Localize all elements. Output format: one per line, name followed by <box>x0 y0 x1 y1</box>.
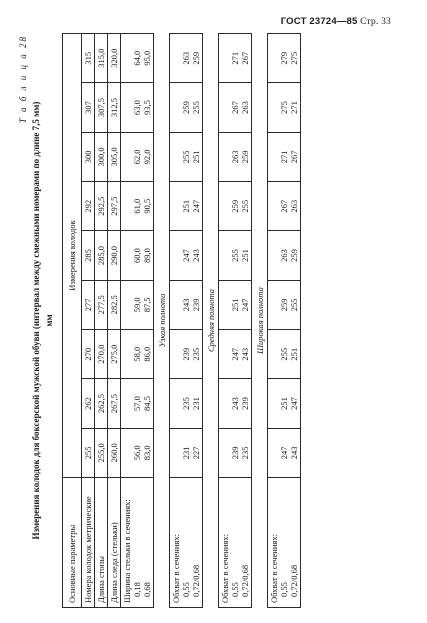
value-lower: 239 <box>239 397 250 410</box>
sizes-label-row <box>82 34 95 608</box>
value-upper: 243 <box>229 397 240 410</box>
value-cell <box>268 330 301 379</box>
value-lower: 255 <box>190 101 201 114</box>
value-lower: 255 <box>288 298 299 312</box>
section-heading: Узкая полнота <box>154 34 170 608</box>
value-cell <box>121 182 154 231</box>
value-cell <box>219 428 252 477</box>
value-lower: 251 <box>239 249 250 262</box>
value-lower: 235 <box>239 446 250 460</box>
value-lower: 267 <box>288 150 299 164</box>
section-heading-row <box>252 34 268 608</box>
value-cell: 305,0 <box>108 132 121 181</box>
value-cell: 262,5 <box>95 379 108 428</box>
section-coefficient: 0,72/0,68 <box>191 564 201 597</box>
value-cell <box>219 379 252 428</box>
value-cell <box>121 231 154 280</box>
value-upper: 275 <box>278 101 289 114</box>
value-lower: 247 <box>190 199 201 213</box>
value-cell <box>268 231 301 280</box>
foot-length-row <box>95 34 108 608</box>
value-upper: 259 <box>180 101 191 114</box>
value-lower: 89,0 <box>141 248 152 263</box>
girth-row <box>268 34 301 608</box>
title-units: мм <box>44 314 54 327</box>
row-label-text: Ширина стельки в сечениях: <box>122 499 132 603</box>
value-lower: 86,0 <box>141 346 152 362</box>
table-number: Т а б л и ц а 28 <box>18 35 28 124</box>
value-lower: 243 <box>190 249 201 262</box>
trace-length-row <box>108 34 121 608</box>
value-cell: 312,5 <box>108 83 121 132</box>
value-upper: 267 <box>229 101 240 114</box>
value-lower: 259 <box>239 150 250 164</box>
value-cell <box>268 280 301 329</box>
value-lower: 90,5 <box>141 198 152 214</box>
row-label: Длина следа (стельки) <box>108 478 121 608</box>
insole-width-row <box>121 34 154 608</box>
value-cell: 270 <box>82 330 95 379</box>
value-upper: 271 <box>278 150 289 164</box>
value-upper: 64,0 <box>131 50 142 66</box>
value-upper: 59,0 <box>131 297 142 313</box>
girth-row <box>219 34 252 608</box>
value-lower: 227 <box>190 446 201 460</box>
value-cell <box>219 34 252 83</box>
value-upper: 255 <box>278 347 289 361</box>
value-lower: 271 <box>288 101 299 114</box>
value-upper: 263 <box>180 51 191 65</box>
value-upper: 243 <box>180 298 191 312</box>
value-cell: 315 <box>82 34 95 83</box>
value-cell <box>268 182 301 231</box>
value-upper: 271 <box>229 51 240 65</box>
value-upper: 239 <box>180 347 191 361</box>
value-cell <box>170 34 203 83</box>
value-cell: 300,0 <box>95 132 108 181</box>
row-label <box>121 478 154 608</box>
value-lower: 259 <box>288 249 299 262</box>
value-lower: 247 <box>239 298 250 312</box>
value-cell <box>219 182 252 231</box>
section-heading-row <box>203 34 219 608</box>
value-cell: 320,0 <box>108 34 121 83</box>
value-cell: 277,5 <box>95 280 108 329</box>
value-cell: 277 <box>82 280 95 329</box>
section-heading: Широкая полнота <box>252 34 268 608</box>
section-coefficient: 0,55 <box>279 582 289 597</box>
value-upper: 247 <box>278 446 289 460</box>
value-cell: 267,5 <box>108 379 121 428</box>
group-header: Измерения колодок <box>63 34 82 478</box>
value-cell <box>268 83 301 132</box>
value-cell <box>219 330 252 379</box>
section-coefficient: 0,72/0,68 <box>289 564 299 597</box>
value-upper: 259 <box>229 199 240 213</box>
section-coefficient: 0,18 <box>132 582 142 597</box>
value-upper: 57,0 <box>131 396 142 411</box>
row-label: Длина стопы <box>95 478 108 608</box>
value-upper: 251 <box>229 298 240 312</box>
value-cell: 315,0 <box>95 34 108 83</box>
value-cell <box>219 280 252 329</box>
value-upper: 263 <box>278 249 289 262</box>
value-cell <box>170 132 203 181</box>
value-cell: 307,5 <box>95 83 108 132</box>
value-cell: 282,5 <box>108 280 121 329</box>
value-cell <box>268 379 301 428</box>
table-body <box>63 34 301 608</box>
measurements-table <box>62 33 301 608</box>
row-label-text: Обхват в сечениях: <box>269 534 279 603</box>
value-upper: 247 <box>229 347 240 361</box>
value-upper: 251 <box>180 199 191 213</box>
value-cell <box>121 379 154 428</box>
value-upper: 63,0 <box>131 100 142 115</box>
value-lower: 275 <box>288 51 299 65</box>
value-upper: 255 <box>180 150 191 164</box>
value-cell <box>170 428 203 477</box>
value-cell <box>121 428 154 477</box>
value-upper: 235 <box>180 397 191 410</box>
value-cell: 285 <box>82 231 95 280</box>
value-cell: 275,0 <box>108 330 121 379</box>
row-label <box>170 478 203 608</box>
value-lower: 93,5 <box>141 100 152 115</box>
value-upper: 58,0 <box>131 346 142 362</box>
value-cell: 300 <box>82 132 95 181</box>
value-cell: 260,0 <box>108 428 121 477</box>
value-cell <box>170 83 203 132</box>
section-coefficient: 0,55 <box>181 582 191 597</box>
value-lower: 92,0 <box>141 149 152 165</box>
row-label <box>268 478 301 608</box>
table-title <box>30 33 56 608</box>
value-upper: 239 <box>229 446 240 460</box>
value-cell: 292,5 <box>95 182 108 231</box>
value-cell <box>219 231 252 280</box>
row-label-text: Обхват в сечениях: <box>220 534 230 603</box>
girth-row <box>170 34 203 608</box>
value-upper: 267 <box>278 199 289 213</box>
value-upper: 279 <box>278 51 289 65</box>
value-upper: 255 <box>229 249 240 262</box>
section-coefficient: 0,55 <box>230 582 240 597</box>
value-lower: 239 <box>190 298 201 312</box>
value-cell: 270,0 <box>95 330 108 379</box>
value-cell: 255,0 <box>95 428 108 477</box>
value-lower: 243 <box>288 446 299 460</box>
value-upper: 259 <box>278 298 289 312</box>
value-lower: 235 <box>190 347 201 361</box>
value-cell: 292 <box>82 182 95 231</box>
value-cell <box>121 330 154 379</box>
value-cell: 307 <box>82 83 95 132</box>
value-lower: 251 <box>190 150 201 164</box>
value-cell <box>170 231 203 280</box>
value-cell <box>121 34 154 83</box>
value-lower: 83,0 <box>141 445 152 461</box>
value-cell <box>268 132 301 181</box>
value-cell: 290,0 <box>108 231 121 280</box>
value-cell <box>170 182 203 231</box>
header-row <box>63 34 82 608</box>
value-cell: 285,0 <box>95 231 108 280</box>
section-heading-row <box>154 34 170 608</box>
value-upper: 61,0 <box>131 198 142 214</box>
value-lower: 263 <box>239 101 250 114</box>
value-cell <box>121 83 154 132</box>
value-lower: 263 <box>288 199 299 213</box>
value-cell <box>121 132 154 181</box>
value-upper: 62,0 <box>131 149 142 165</box>
value-cell <box>268 428 301 477</box>
value-cell <box>219 132 252 181</box>
param-header: Основные параметры <box>63 478 82 608</box>
value-cell <box>219 83 252 132</box>
value-upper: 60,0 <box>131 248 142 263</box>
row-label-text: Обхват в сечениях: <box>171 534 181 603</box>
value-upper: 251 <box>278 397 289 410</box>
value-lower: 267 <box>239 51 250 65</box>
section-heading: Средняя полнота <box>203 34 219 608</box>
value-cell: 297,5 <box>108 182 121 231</box>
value-lower: 243 <box>239 347 250 361</box>
value-cell <box>170 379 203 428</box>
value-cell: 255 <box>82 428 95 477</box>
page-number: Стр. 33 <box>360 17 391 27</box>
row-label: Номера колодок метрические <box>82 478 95 608</box>
value-lower: 95,0 <box>141 50 152 66</box>
rotated-content <box>18 33 410 608</box>
standard-number: ГОСТ 23724—85 <box>280 16 358 27</box>
value-cell <box>268 34 301 83</box>
value-cell: 262 <box>82 379 95 428</box>
row-label <box>219 478 252 608</box>
value-lower: 259 <box>190 51 201 65</box>
value-upper: 231 <box>180 446 191 460</box>
value-lower: 231 <box>190 397 201 410</box>
value-upper: 56,0 <box>131 445 142 461</box>
value-cell <box>121 280 154 329</box>
value-lower: 87,5 <box>141 297 152 313</box>
value-upper: 247 <box>180 249 191 262</box>
value-lower: 84,5 <box>141 396 152 411</box>
value-lower: 247 <box>288 397 299 410</box>
value-lower: 255 <box>239 199 250 213</box>
value-upper: 263 <box>229 150 240 164</box>
value-cell <box>170 280 203 329</box>
value-cell <box>170 330 203 379</box>
page-header <box>281 16 391 27</box>
section-coefficient: 0,68 <box>142 582 152 597</box>
value-lower: 251 <box>288 347 299 361</box>
section-coefficient: 0,72/0,68 <box>240 564 250 597</box>
title-line-1: Измерения колодок для боксерской мужской обуви (интервал между смежными номерами по длине 7,5 мм) <box>31 101 41 540</box>
